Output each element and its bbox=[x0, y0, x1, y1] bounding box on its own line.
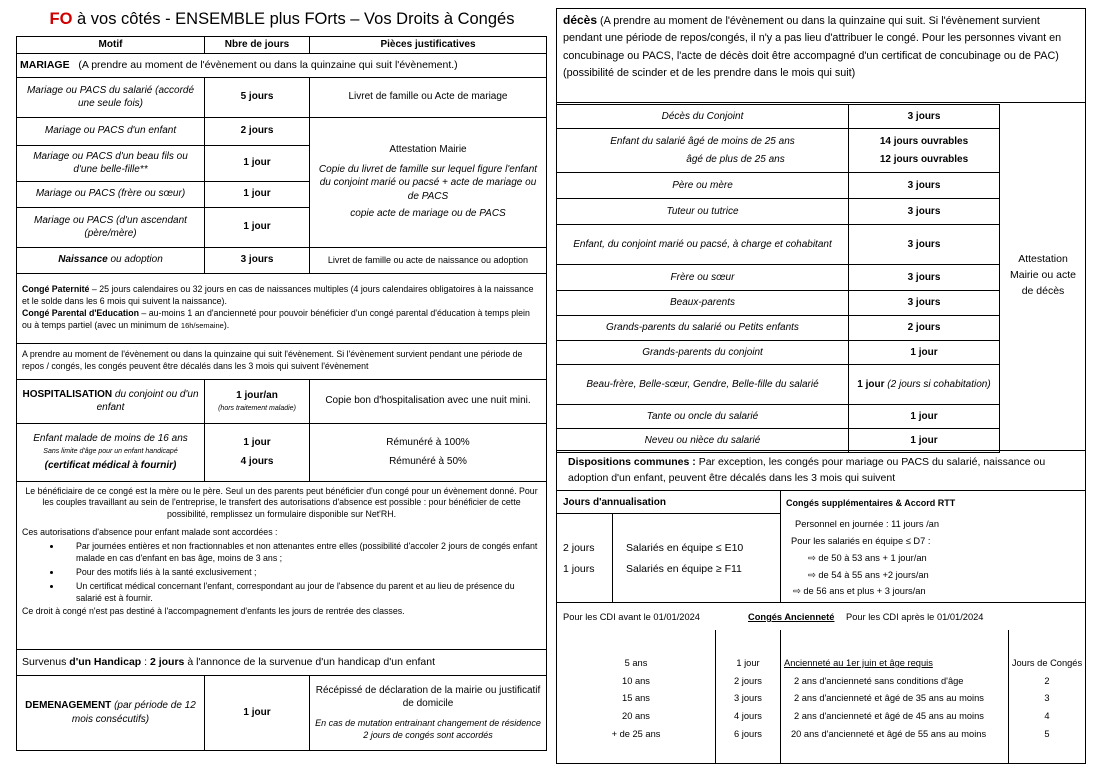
anc-jours: 1 jour bbox=[736, 658, 760, 668]
anc-jc: 3 bbox=[1044, 693, 1050, 704]
handicap-m: : bbox=[141, 655, 150, 668]
parental-end: ). bbox=[223, 319, 230, 330]
anc-req: 20 ans d'ancienneté et âgé de 55 ans au moins bbox=[791, 728, 987, 739]
table-row bbox=[557, 341, 1000, 365]
malade-j1: 1 jour bbox=[243, 436, 271, 448]
malade-l1: Enfant malade de moins de 16 ans bbox=[33, 432, 188, 444]
table-row bbox=[557, 129, 1000, 173]
aprendre-row bbox=[17, 343, 547, 379]
anc-jours: 4 jours bbox=[734, 711, 762, 722]
anc-ans: 5 ans bbox=[624, 658, 648, 668]
anc-jc: 5 bbox=[1044, 728, 1050, 739]
jours-cell: 1 jour bbox=[205, 145, 310, 181]
table-row bbox=[557, 365, 1000, 405]
naissance-row bbox=[17, 247, 547, 273]
table-row bbox=[557, 291, 1000, 316]
deces-motif: Décès du Conjoint bbox=[557, 105, 849, 129]
dispositions bbox=[568, 455, 1078, 487]
deces-jours: 1 jour bbox=[857, 378, 885, 390]
deces-motif: Neveu ou nièce du salarié bbox=[557, 429, 849, 453]
deces-text: (A prendre au moment de l'évènement ou dans la quinzaine qui suit. Si l'évènement survient pendant une période de repos/congés, il n'y a pas lieu d'attribuer le congé. Pour les personnes vivant en concubinage ou PACS, l'acte de décès doit être accompagné d'un certificat de concubinage ou de PAC)(possibilité de scinder et de les prendre dans le mois qui suit) bbox=[563, 15, 1062, 79]
hosp-sub: (hors traitement maladie) bbox=[218, 405, 296, 413]
annual-s2: Salariés en équipe ≥ F11 bbox=[626, 563, 742, 575]
deces-motif: Père ou mère bbox=[557, 173, 849, 199]
deces-motif: Tuteur ou tutrice bbox=[557, 199, 849, 225]
rtt-l1: Personnel en journée : 11 jours /an bbox=[795, 519, 940, 529]
deces-table bbox=[556, 104, 1000, 453]
deces-jours: 3 jours bbox=[849, 265, 1000, 291]
deces-jours: 2 jours bbox=[849, 316, 1000, 341]
anc-req-header: Ancienneté au 1er juin et âge requis bbox=[784, 658, 933, 668]
anc-ans: 20 ans bbox=[622, 711, 650, 722]
rtt-l4: ⇨ de 54 à 55 ans +2 jours/an bbox=[808, 570, 929, 580]
anc-ans: 10 ans bbox=[622, 675, 650, 686]
anc-ans: + de 25 ans bbox=[611, 728, 661, 739]
deces-motif: Grands-parents du conjoint bbox=[557, 341, 849, 365]
attestation-cell bbox=[310, 117, 547, 247]
motif-cell: Mariage ou PACS d'un beau fils ou d'une belle-fille** bbox=[17, 145, 205, 181]
piece-cell: Copie bon d'hospitalisation avec une nuit mini. bbox=[310, 379, 547, 423]
anc-jours-col bbox=[716, 655, 780, 744]
mariage-note: (A prendre au moment de l'évènement ou dans la quinzaine qui suit l'évènement.) bbox=[78, 58, 458, 71]
jours-cell: 2 jours bbox=[205, 117, 310, 145]
rtt-title: Congés supplémentaires & Accord RTT bbox=[786, 498, 956, 508]
deces-motif-2: âgé de plus de 25 ans bbox=[686, 153, 785, 165]
anc-jc-col bbox=[1009, 655, 1085, 744]
list-item: • Par journées entières et non fractionnables et non attenantes entre elles (possibilité d'accoler 2 jours de congés enfant malade en cas d'enfant en bas âge, moins de 3 ans ; bbox=[62, 541, 541, 565]
deces-table-wrap bbox=[556, 104, 1000, 453]
attestation-deces: Attestation Mairie ou acte de décès bbox=[1010, 253, 1076, 297]
jours-cell: 3 jours bbox=[205, 247, 310, 273]
handicap-rest: à l'annonce de la survenue d'un handicap d'un enfant bbox=[184, 655, 436, 668]
hosp-row bbox=[17, 379, 547, 423]
annual-s1: Salariés en équipe ≤ E10 bbox=[626, 542, 744, 554]
anc-jours: 3 jours bbox=[734, 693, 762, 704]
table-row bbox=[557, 405, 1000, 429]
anc-title: Congés Ancienneté bbox=[748, 612, 835, 622]
malade-l2: Sans limite d'âge pour un enfant handicapé bbox=[43, 448, 178, 456]
deces-jours: 3 jours bbox=[849, 173, 1000, 199]
table-row bbox=[557, 105, 1000, 129]
jours-cell: 1 jour bbox=[205, 181, 310, 207]
table-header bbox=[17, 37, 547, 54]
aprendre-text: A prendre au moment de l'évènement ou dans la quinzaine qui suit l'évènement. Si l'évènement survient pendant une période de repos / congés, les congés peuvent être décalés dans les 3 mois qui suivent l'évènement bbox=[17, 343, 547, 379]
hosp-rest: du conjoint ou d'un enfant bbox=[96, 388, 199, 413]
rtt-l3: ⇨ de 50 à 53 ans + 1 jour/an bbox=[808, 553, 927, 563]
rtt-l5: ⇨ de 56 ans et plus + 3 jours/an bbox=[793, 586, 926, 596]
motif-cell: Mariage ou PACS du salarié (accordé une seule fois) bbox=[17, 77, 205, 117]
annual-d2: 1 jours bbox=[563, 563, 595, 575]
table-row bbox=[557, 173, 1000, 199]
list-item: • Un certificat médical concernant l'enfant, correspondant au jour de l'absence du parent et au lieu de présence du salarié est à fournir. bbox=[62, 581, 541, 605]
attestation-l1: Attestation Mairie bbox=[389, 144, 467, 156]
piece-cell: Livret de famille ou acte de naissance ou adoption bbox=[310, 247, 547, 273]
parental-text: – au-moins 1 an d'ancienneté pour pouvoir bénéficier d'un congé parental d'éducation à temps plein ou à temps partiel (avec un minimum de bbox=[22, 308, 530, 330]
anc-avant: Pour les CDI avant le 01/01/2024 bbox=[563, 612, 700, 622]
piece-cell: Livret de famille ou Acte de mariage bbox=[310, 77, 547, 117]
paternite-row bbox=[17, 273, 547, 343]
motif-cell: Mariage ou PACS (d'un ascendant (père/mère) bbox=[17, 207, 205, 247]
table-row bbox=[557, 199, 1000, 225]
deces-jours: 1 jour bbox=[849, 341, 1000, 365]
paternite-label: Congé Paternité bbox=[22, 284, 90, 295]
jours-cell: 5 jours bbox=[205, 77, 310, 117]
malade-p1: Rémunéré à 100% bbox=[386, 436, 470, 448]
handicap-b1: d'un Handicap bbox=[69, 655, 142, 668]
hosp-jours: 1 jour/an bbox=[236, 389, 278, 401]
rentree-text: Ce droit à congé n'est pas destiné à l'accompagnement d'enfants les jours de rentrée des classes. bbox=[22, 606, 405, 617]
anc-ans: 15 ans bbox=[622, 693, 650, 704]
table-row bbox=[557, 265, 1000, 291]
handicap-a: Survenus bbox=[22, 655, 70, 668]
motif-cell: Mariage ou PACS d'un enfant bbox=[17, 117, 205, 145]
conges-table bbox=[16, 36, 547, 751]
deces-motif: Tante ou oncle du salarié bbox=[557, 405, 849, 429]
demenag-label: DEMENAGEMENT bbox=[25, 700, 112, 711]
jours-cell: 1 jour bbox=[205, 207, 310, 247]
demenag-p2: En cas de mutation entrainant changement de résidence 2 jours de congés sont accordés bbox=[315, 717, 541, 740]
deces-motif: Grands-parents du salarié ou Petits enfants bbox=[557, 316, 849, 341]
page-title bbox=[18, 10, 546, 29]
deces-motif: Frère ou sœur bbox=[557, 265, 849, 291]
deces-jours: 3 jours bbox=[849, 199, 1000, 225]
malade-j2: 4 jours bbox=[240, 456, 274, 467]
fo-logo-text: FO bbox=[49, 10, 73, 28]
paternite-text: – 25 jours calendaires ou 32 jours en cas de naissances multiples (4 jours calendaires obligatoires à la naissance et le solde dans les 6 mois qui suivent la naissance). bbox=[22, 284, 534, 307]
anc-req: 2 ans d'ancienneté et âgé de 35 ans au moins bbox=[794, 693, 984, 704]
bullet-list bbox=[62, 541, 541, 604]
deces-jours: 3 jours bbox=[849, 225, 1000, 265]
hosp-label: HOSPITALISATION bbox=[22, 388, 113, 400]
anc-jc: 2 bbox=[1044, 675, 1050, 686]
attestation-l3: copie acte de mariage ou de PACS bbox=[350, 208, 506, 220]
malade-row bbox=[17, 423, 547, 481]
malade-l3: (certificat médical à fournir) bbox=[44, 459, 177, 471]
annual-title: Jours d'annualisation bbox=[563, 497, 666, 508]
dispo-text: Par exception, les congés pour mariage ou PACS du salarié, naissance ou adoption d'un enfant, peuvent être décalés dans les 3 mois qui suivent bbox=[568, 456, 1046, 484]
table-row bbox=[17, 77, 547, 117]
header-jours: Nbre de jours bbox=[205, 37, 310, 54]
deces-jours: 3 jours bbox=[849, 105, 1000, 129]
anc-jc-header: Jours de Congés bbox=[1011, 658, 1083, 668]
left-panel bbox=[16, 36, 547, 764]
anc-jours: 6 jours bbox=[734, 728, 762, 739]
deces-jours-2: 12 jours ouvrables bbox=[879, 153, 969, 165]
naissance-rest: ou adoption bbox=[107, 254, 163, 266]
anc-ans-col bbox=[596, 655, 676, 744]
table-row bbox=[557, 225, 1000, 265]
table-row bbox=[557, 316, 1000, 341]
parental-label: Congé Parental d'Education bbox=[22, 308, 139, 318]
autor-text: Ces autorisations d'absence pour enfant malade sont accordées : bbox=[22, 527, 278, 538]
malade-p2: Rémunéré à 50% bbox=[389, 456, 467, 467]
annual-d1: 2 jours bbox=[563, 542, 595, 554]
title-text: à vos côtés - ENSEMBLE plus FOrts – Vos Droits à Congés bbox=[72, 10, 515, 28]
demenag-row bbox=[17, 675, 547, 750]
mariage-label: MARIAGE bbox=[20, 58, 70, 71]
demenag-p1: Récépissé de déclaration de la mairie ou justificatif de domicile bbox=[315, 684, 541, 710]
deces-motif: Beaux-parents bbox=[557, 291, 849, 316]
header-motif: Motif bbox=[17, 37, 205, 54]
deces-jours: 3 jours bbox=[849, 291, 1000, 316]
deces-label: décès bbox=[563, 13, 598, 27]
demenag-rest: (par période de 12 mois consécutifs) bbox=[71, 700, 196, 725]
deces-jours: 1 jour bbox=[849, 429, 1000, 453]
attestation-l2: Copie du livret de famille sur lequel figure l'enfant du conjoint marié ou pacsé + acte de mariage ou de PACS bbox=[318, 163, 538, 202]
anc-req: 2 ans d'ancienneté et âgé de 45 ans au moins bbox=[794, 711, 984, 722]
parental-small: 16h/semaine bbox=[180, 320, 224, 330]
anc-apres: Pour les CDI après le 01/01/2024 bbox=[846, 612, 984, 622]
benef-row bbox=[17, 481, 547, 649]
handicap-b2: 2 jours bbox=[149, 655, 185, 668]
anc-jc: 4 bbox=[1044, 711, 1050, 722]
anc-req-col bbox=[784, 655, 1006, 744]
anc-req: 2 ans d'ancienneté sans conditions d'âge bbox=[794, 675, 964, 686]
deces-motif: Beau-frère, Belle-sœur, Gendre, Belle-fille du salarié bbox=[557, 365, 849, 405]
benef-text: Le bénéficiaire de ce congé est la mère ou le père. Seul un des parents peut bénéficier d'un congé pour un évènement donné. Pour les couples travaillant au sein de l'entreprise, le transfert des autorisations d'absence est possible : pour bénéficier de cette possibilité, remplissez un formulaire disponible sur Net'RH. bbox=[25, 485, 538, 520]
deces-jours-note: (2 jours si cohabitation) bbox=[884, 378, 991, 390]
header-pieces: Pièces justificatives bbox=[310, 37, 547, 54]
motif-cell: Mariage ou PACS (frère ou sœur) bbox=[17, 181, 205, 207]
anc-jours: 2 jours bbox=[734, 675, 762, 686]
dispo-label: Dispositions communes : bbox=[568, 456, 696, 468]
deces-jours: 1 jour bbox=[849, 405, 1000, 429]
deces-jours: 14 jours ouvrables bbox=[879, 136, 969, 147]
jours-cell: 1 jour bbox=[205, 675, 310, 750]
deces-intro bbox=[563, 11, 1081, 82]
naissance-label: Naissance bbox=[58, 254, 108, 266]
deces-motif: Enfant, du conjoint marié ou pacsé, à charge et cohabitant bbox=[557, 225, 849, 265]
table-row bbox=[557, 429, 1000, 453]
rtt-l2: Pour les salariés en équipe ≤ D7 : bbox=[791, 536, 931, 546]
mariage-row bbox=[17, 53, 547, 77]
list-item: • Pour des motifs liés à la santé exclusivement ; bbox=[62, 567, 541, 579]
table-row bbox=[17, 117, 547, 145]
deces-motif: Enfant du salarié âgé de moins de 25 ans bbox=[610, 136, 795, 147]
handicap-row bbox=[17, 649, 547, 675]
